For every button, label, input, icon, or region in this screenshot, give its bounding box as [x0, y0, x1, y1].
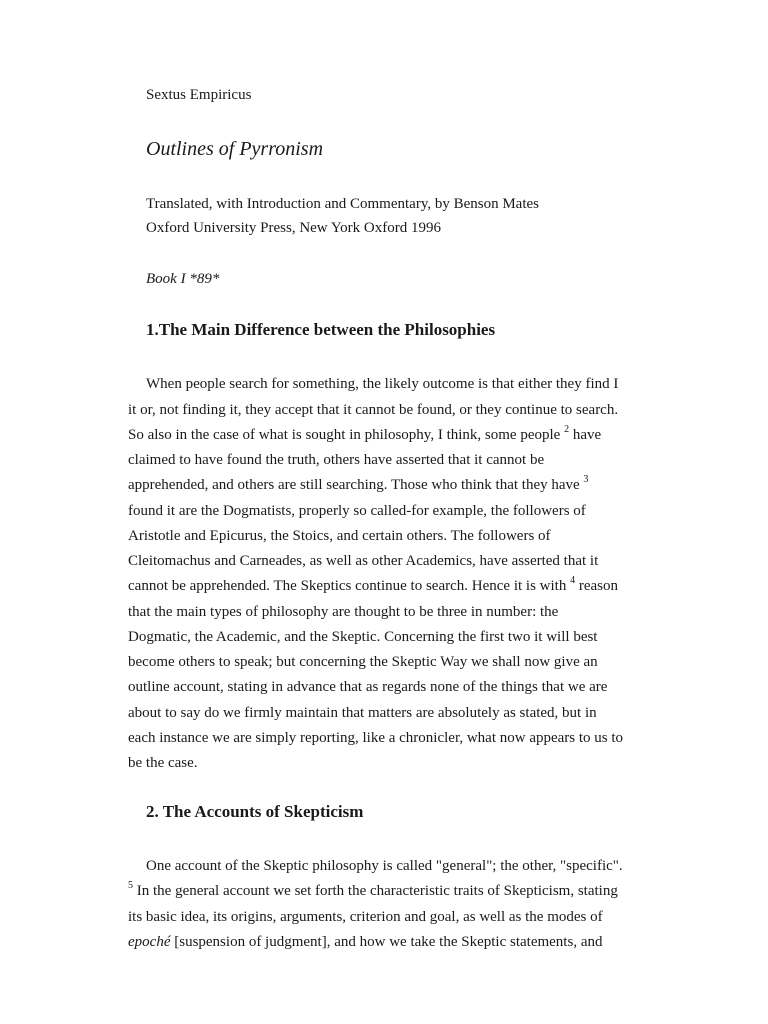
paragraph-line: about to say do we firmly maintain that matters are absolutely as stated, but in [128, 705, 597, 721]
publisher-credit: Oxford University Press, New York Oxford 1996 [146, 220, 441, 236]
paragraph-line [128, 476, 588, 494]
paragraph-line: When people search for something, the likely outcome is that either they find I [146, 376, 619, 392]
paragraph-line: Cleitomachus and Carneades, as well as other Academics, have asserted that it [128, 553, 599, 569]
footnote-ref[interactable]: 3 [583, 474, 589, 485]
paragraph-line: found it are the Dogmatists, properly so called-for example, the followers of [128, 503, 586, 519]
line-text: In the general account we set forth the characteristic traits of Skepticism, stating [136, 883, 618, 899]
translator-credit: Translated, with Introduction and Commentary, by Benson Mates [146, 196, 540, 212]
paragraph-line: Dogmatic, the Academic, and the Skeptic. Concerning the first two it will best [128, 629, 598, 645]
author-name: Sextus Empiricus [146, 87, 252, 103]
paragraph-line: be the case. [128, 755, 198, 771]
paragraph-line: its basic idea, its origins, arguments, criterion and goal, as well as the modes of [128, 909, 603, 925]
paragraph-line [128, 933, 602, 951]
book-label: Book I *89* [146, 271, 220, 287]
paragraph-line [128, 882, 618, 900]
footnote-ref[interactable]: 4 [570, 575, 576, 586]
line-text: have [572, 427, 602, 443]
paragraph-line [128, 577, 618, 595]
footnote-ref[interactable]: 5 [128, 880, 133, 891]
line-text: So also in the case of what is sought in philosophy, I think, some people [128, 427, 561, 443]
paragraph-line [128, 426, 601, 444]
paragraph-line: One account of the Skeptic philosophy is called "general"; the other, "specific". [146, 858, 623, 874]
paragraph-line: outline account, stating in advance that as regards none of the things that we are [128, 679, 608, 695]
paragraph-line: it or, not finding it, they accept that it cannot be found, or they continue to search. [128, 402, 619, 418]
line-text: cannot be apprehended. The Skeptics continue to search. Hence it is with [128, 578, 567, 594]
line-text: [suspension of judgment], and how we take the Skeptic statements, and [174, 934, 603, 950]
line-text: apprehended, and others are still searching. Those who think that they have [128, 477, 580, 493]
line-text: reason [578, 578, 618, 594]
greek-term: epoché [128, 934, 171, 950]
footnote-ref[interactable]: 2 [564, 424, 570, 435]
paragraph-line: claimed to have found the truth, others have asserted that it cannot be [128, 452, 545, 468]
paragraph-line: that the main types of philosophy are thought to be three in number: the [128, 604, 559, 620]
section-heading-2: 2. The Accounts of Skepticism [146, 802, 364, 821]
book-title: Outlines of Pyrronism [146, 138, 324, 160]
paragraph-line: become others to speak; but concerning the Skeptic Way we shall now give an [128, 654, 598, 670]
section-heading-1: 1.The Main Difference between the Philosophies [146, 320, 496, 339]
paragraph-line: Aristotle and Epicurus, the Stoics, and certain others. The followers of [128, 528, 551, 544]
paragraph-line: each instance we are simply reporting, like a chronicler, what now appears to us to [128, 730, 624, 746]
